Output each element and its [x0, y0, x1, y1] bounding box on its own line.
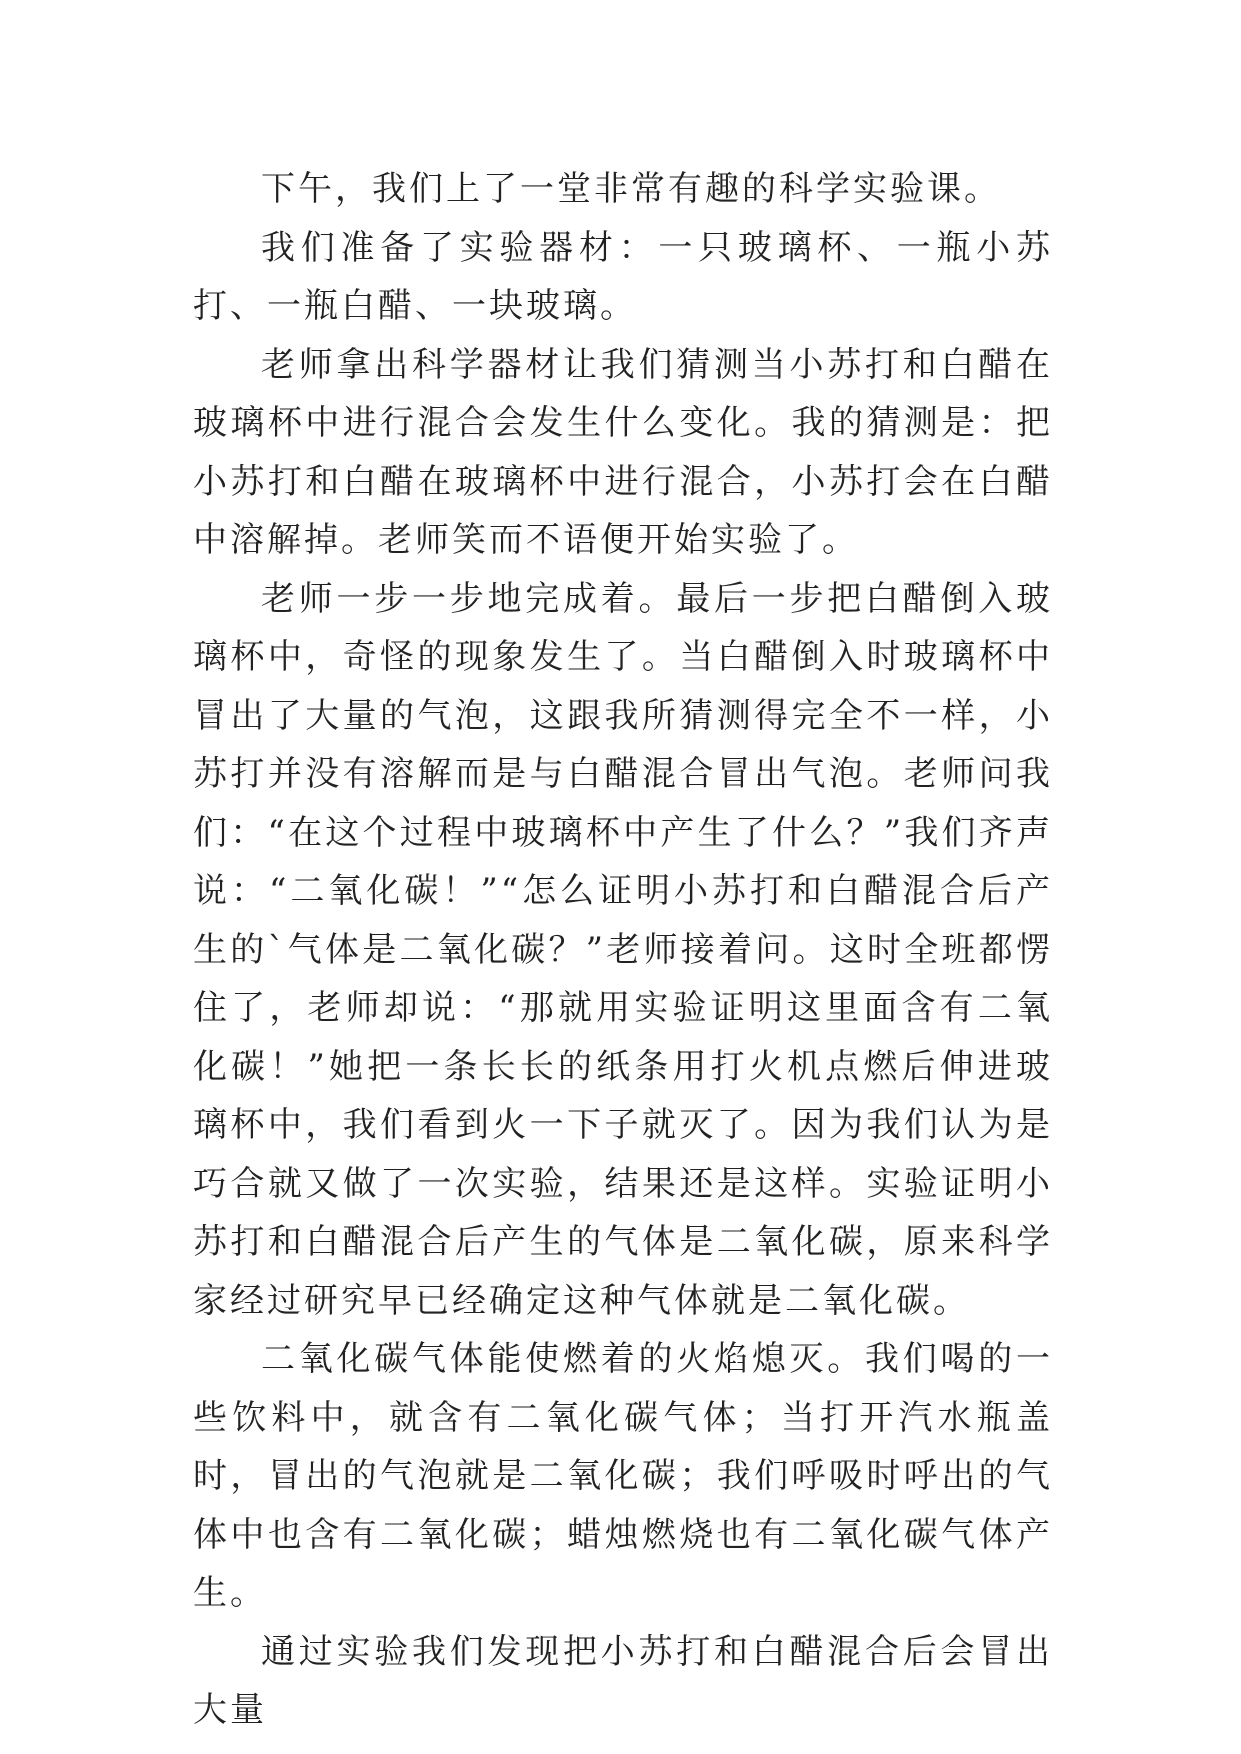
paragraph-3: 老师拿出科学器材让我们猜测当小苏打和白醋在玻璃杯中进行混合会发生什么变化。我的猜测是：把小苏打和白醋在玻璃杯中进行混合，小苏打会在白醋中溶解掉。老师笑而不语便开始实验了。: [193, 344, 1053, 560]
paragraph-4: 老师一步一步地完成着。最后一步把白醋倒入玻璃杯中，奇怪的现象发生了。当白醋倒入时玻璃杯中冒出了大量的气泡，这跟我所猜测得完全不一样，小苏打并没有溶解而是与白醋混合冒出气泡。老师问我们：“在这个过程中玻璃杯中产生了什么？”我们齐声说：“二氧化碳！”“怎么证明小苏打和白醋混合后产生的`气体是二氧化碳？”老师接着问。这时全班都愣住了，老师却说：“那就用实验证明这里面含有二氧化碳！”她把一条长长的纸条用打火机点燃后伸进玻璃杯中，我们看到火一下子就灭了。因为我们认为是巧合就又做了一次实验，结果还是这样。实验证明小苏打和白醋混合后产生的气体是二氧化碳，原来科学家经过研究早已经确定这种气体就是二氧化碳。: [193, 578, 1053, 1321]
essay-body: [193, 160, 1053, 1740]
paragraph-1: 下午，我们上了一堂非常有趣的科学实验课。: [261, 169, 1001, 209]
paragraph-5: 二氧化碳气体能使燃着的火焰熄灭。我们喝的一些饮料中，就含有二氧化碳气体；当打开汽水瓶盖时，冒出的气泡就是二氧化碳；我们呼吸时呼出的气体中也含有二氧化碳；蜡烛燃烧也有二氧化碳气体产生。: [193, 1339, 1053, 1613]
paragraph-2: 我们准备了实验器材：一只玻璃杯、一瓶小苏打、一瓶白醋、一块玻璃。: [193, 227, 1053, 326]
paragraph-6: 通过实验我们发现把小苏打和白醋混合后会冒出大量: [193, 1631, 1053, 1730]
